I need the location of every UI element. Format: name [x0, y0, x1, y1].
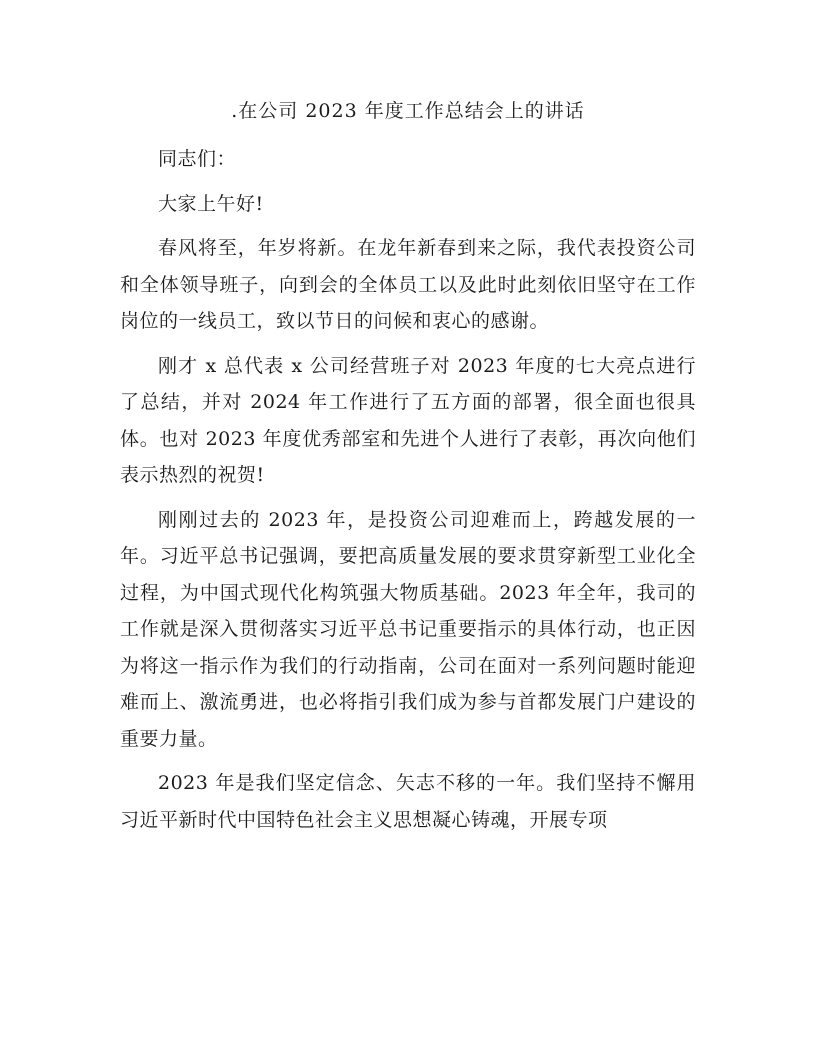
- paragraph-2: 刚才 x 总代表 x 公司经营班子对 2023 年度的七大亮点进行了总结，并对 2024 年工作进行了五方面的部署，很全面也很具体。也对 2023 年度优秀部室和先进个人进行了表彰，再次向他们表示热烈的祝贺!: [120, 354, 696, 486]
- document-body: [120, 141, 696, 846]
- paragraph-3: 刚刚过去的 2023 年，是投资公司迎难而上，跨越发展的一年。习近平总书记强调，要把高质量发展的要求贯穿新型工业化全过程，为中国式现代化构筑强大物质基础。2023 年全年，我司的工作就是深入贯彻落实习近平总书记重要指示的具体行动，也正因为将这一指示作为我们的行动指南，公司在面对一系列问题时能迎难而上、激流勇进，也必将指引我们成为参与首都发展门户建设的重要力量。: [120, 508, 696, 750]
- document-title: .在公司 2023 年度工作总结会上的讲话: [231, 100, 585, 122]
- greeting: 大家上午好!: [158, 192, 264, 215]
- paragraph-4: 2023 年是我们坚定信念、矢志不移的一年。我们坚持不懈用习近平新时代中国特色社会主义思想凝心铸魂，开展专项: [120, 772, 696, 831]
- salutation: 同志们：: [158, 148, 237, 170]
- paragraph-1: 春风将至，年岁将新。在龙年新春到来之际，我代表投资公司和全体领导班子，向到会的全体员工以及此时此刻依旧坚守在工作岗位的一线员工，致以节日的问候和衷心的感谢。: [120, 237, 696, 332]
